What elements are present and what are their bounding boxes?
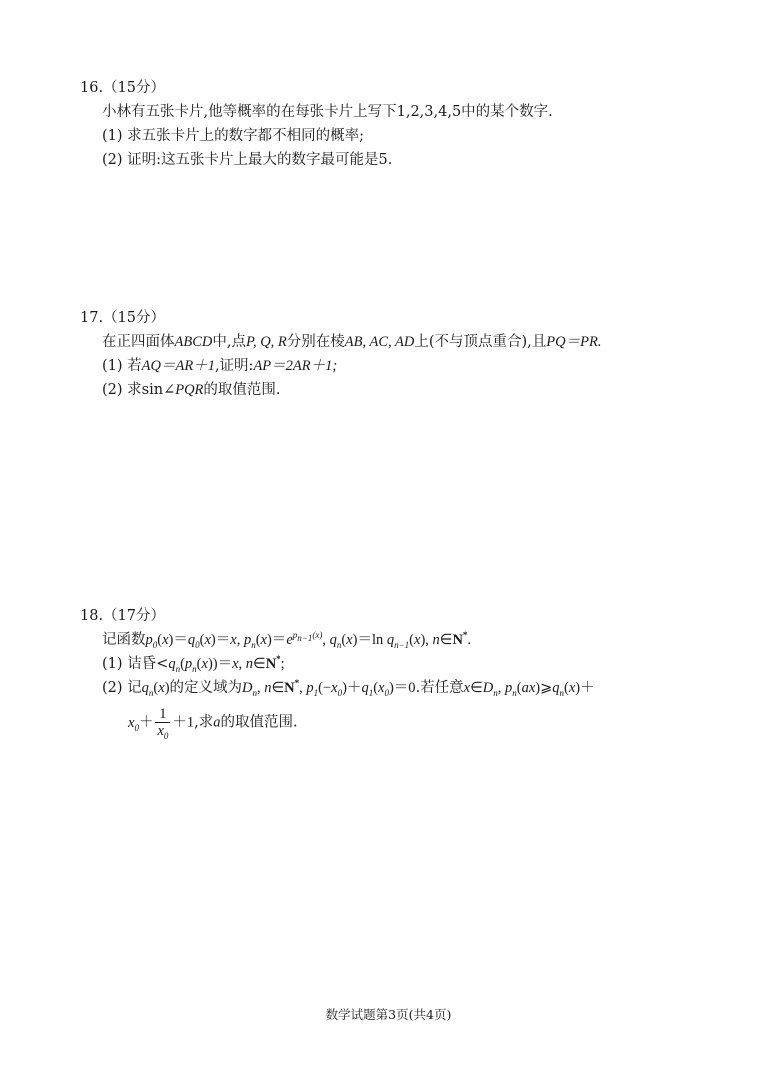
formula: $q_1$ (361, 680, 374, 698)
formula: x (204, 632, 211, 648)
formula: x (201, 656, 208, 672)
part-text: 的取值范围. (203, 382, 281, 398)
formula: ), (420, 632, 433, 648)
formula: n (264, 680, 272, 696)
problem-16 (80, 76, 710, 172)
part-text: 的定义域为 (169, 680, 243, 696)
formula: , (236, 632, 244, 648)
problem-16-stem: 小林有五张卡片,他等概率的在每张卡片上写下1,2,3,4,5中的某个数字. (102, 104, 553, 120)
part-text: (2) 求sin∠ (102, 382, 176, 398)
problem-18-part2-cont (80, 706, 710, 739)
formula: ( (373, 680, 379, 696)
stem-math: AB, AC, AD (344, 334, 415, 350)
formula: $x_0$ (128, 714, 139, 733)
formula: N* (452, 630, 468, 648)
formula: x (463, 680, 471, 696)
stem-text: 分别在棱 (286, 334, 345, 350)
formula: ∈ (253, 656, 266, 672)
formula: x (568, 680, 576, 696)
formula: )⩾ (535, 680, 553, 696)
formula: $x_0$ (331, 680, 343, 698)
formula: ; (280, 656, 285, 672)
formula: , (257, 680, 265, 696)
problem-16-header: 16.（15分） (80, 80, 166, 96)
formula: $x_0$ (378, 680, 389, 698)
formula: $q_n$ (141, 680, 154, 698)
fraction (155, 706, 170, 739)
formula: x (414, 632, 421, 648)
page-footer: 数学试题第3页(共4页) (325, 1007, 452, 1022)
formula: ( (199, 632, 205, 648)
formula: $q_n$ (552, 680, 564, 698)
formula: $q_{n-1}$ (386, 632, 410, 650)
part-math: PQR (175, 382, 204, 398)
part-text: (1) 诘昏< (102, 656, 169, 672)
formula: ＋ (138, 714, 154, 731)
formula: ∈ (439, 632, 453, 648)
formula: , (238, 656, 246, 672)
formula: (− (318, 680, 332, 696)
formula: $p_n$ (243, 632, 256, 650)
formula: )＝0 (388, 680, 416, 696)
formula: ( (516, 680, 522, 696)
problem-16-part2: (2) 证明:这五张卡片上最大的数字最可能是5. (102, 152, 393, 168)
formula: ＋1 (172, 714, 195, 731)
problem-18-part2 (80, 676, 710, 700)
stem-math: PQ＝PR. (546, 334, 602, 350)
formula: )＝ (168, 632, 188, 648)
formula: )＋ (575, 680, 595, 696)
formula: )＋ (342, 680, 362, 696)
part-text: ,证明: (214, 358, 254, 374)
formula: $D_n$ (242, 680, 258, 698)
problem-18-part1 (80, 652, 710, 676)
formula: $p_n$ (184, 656, 197, 674)
formula: x (230, 632, 237, 648)
formula: ( (196, 656, 202, 672)
formula: ( (157, 632, 163, 648)
stem-math: P, Q, R (245, 334, 287, 350)
formula: n (432, 632, 440, 648)
formula: ∈ (271, 680, 285, 696)
problem-16-part1: (1) 求五张卡片上的数字都不相同的概率; (102, 128, 365, 144)
formula: ))＝ (207, 656, 233, 672)
problem-17-header: 17.（15分） (80, 310, 166, 326)
formula: n (245, 656, 254, 672)
formula: ( (341, 632, 347, 648)
formula: $p_n$ (504, 680, 517, 698)
stem-text: 在正四面体 (102, 334, 175, 350)
formula: $e^{p_{n-1}(x)}$ (286, 630, 323, 648)
stem-math: ABCD (174, 334, 213, 350)
formula: $D_n$ (482, 680, 498, 698)
formula: $p_1$ (306, 680, 319, 698)
problem-18 (80, 604, 710, 739)
part-math: AQ＝AR＋1 (141, 358, 215, 374)
formula: , (497, 680, 505, 696)
formula: $q_n$ (329, 632, 342, 650)
formula: ( (180, 656, 185, 672)
formula: ) (164, 680, 170, 696)
problem-17-part2 (80, 378, 710, 402)
part-text: (2) 记 (102, 680, 142, 696)
formula: $q_n$ (168, 656, 181, 674)
formula: ( (564, 680, 569, 696)
stem-text: 上(不与顶点重合),且 (414, 334, 547, 350)
formula: )＝ (210, 632, 231, 648)
formula: . (467, 632, 472, 648)
formula: x (260, 632, 267, 648)
problem-18-header: 18.（17分） (80, 608, 166, 624)
formula: x (162, 632, 169, 648)
problem-17-stem (80, 330, 710, 354)
problem-17 (80, 306, 710, 402)
formula: $q_0$ (187, 632, 200, 650)
formula: N* (265, 654, 281, 672)
formula: N* (284, 678, 300, 696)
formula: a (213, 714, 221, 731)
formula: x (232, 656, 239, 672)
formula: , (322, 632, 330, 648)
formula: )＝ (266, 632, 287, 648)
fraction-denominator: $x_0$ (157, 723, 169, 741)
formula: )＝ln (352, 632, 387, 648)
part-math: AP＝2AR＋1; (253, 358, 338, 374)
formula: ax (521, 680, 536, 696)
formula: , (299, 680, 307, 696)
formula: ( (255, 632, 261, 648)
formula: ∈ (470, 680, 483, 696)
formula: x (158, 680, 165, 696)
formula: $p_0$ (145, 632, 158, 650)
formula: x (346, 632, 353, 648)
formula: ( (409, 632, 415, 648)
part-text: ,求 (194, 714, 214, 731)
problem-18-stem (80, 628, 710, 652)
part-text: .若任意 (415, 680, 464, 696)
part-text: 的取值范围. (220, 714, 298, 731)
stem-text: 中,点 (212, 334, 246, 350)
fraction-numerator: 1 (155, 706, 170, 723)
problem-17-part1 (80, 354, 710, 378)
part-text: (1) 若 (102, 358, 142, 374)
stem-text: 记函数 (102, 632, 146, 648)
formula: ( (153, 680, 159, 696)
